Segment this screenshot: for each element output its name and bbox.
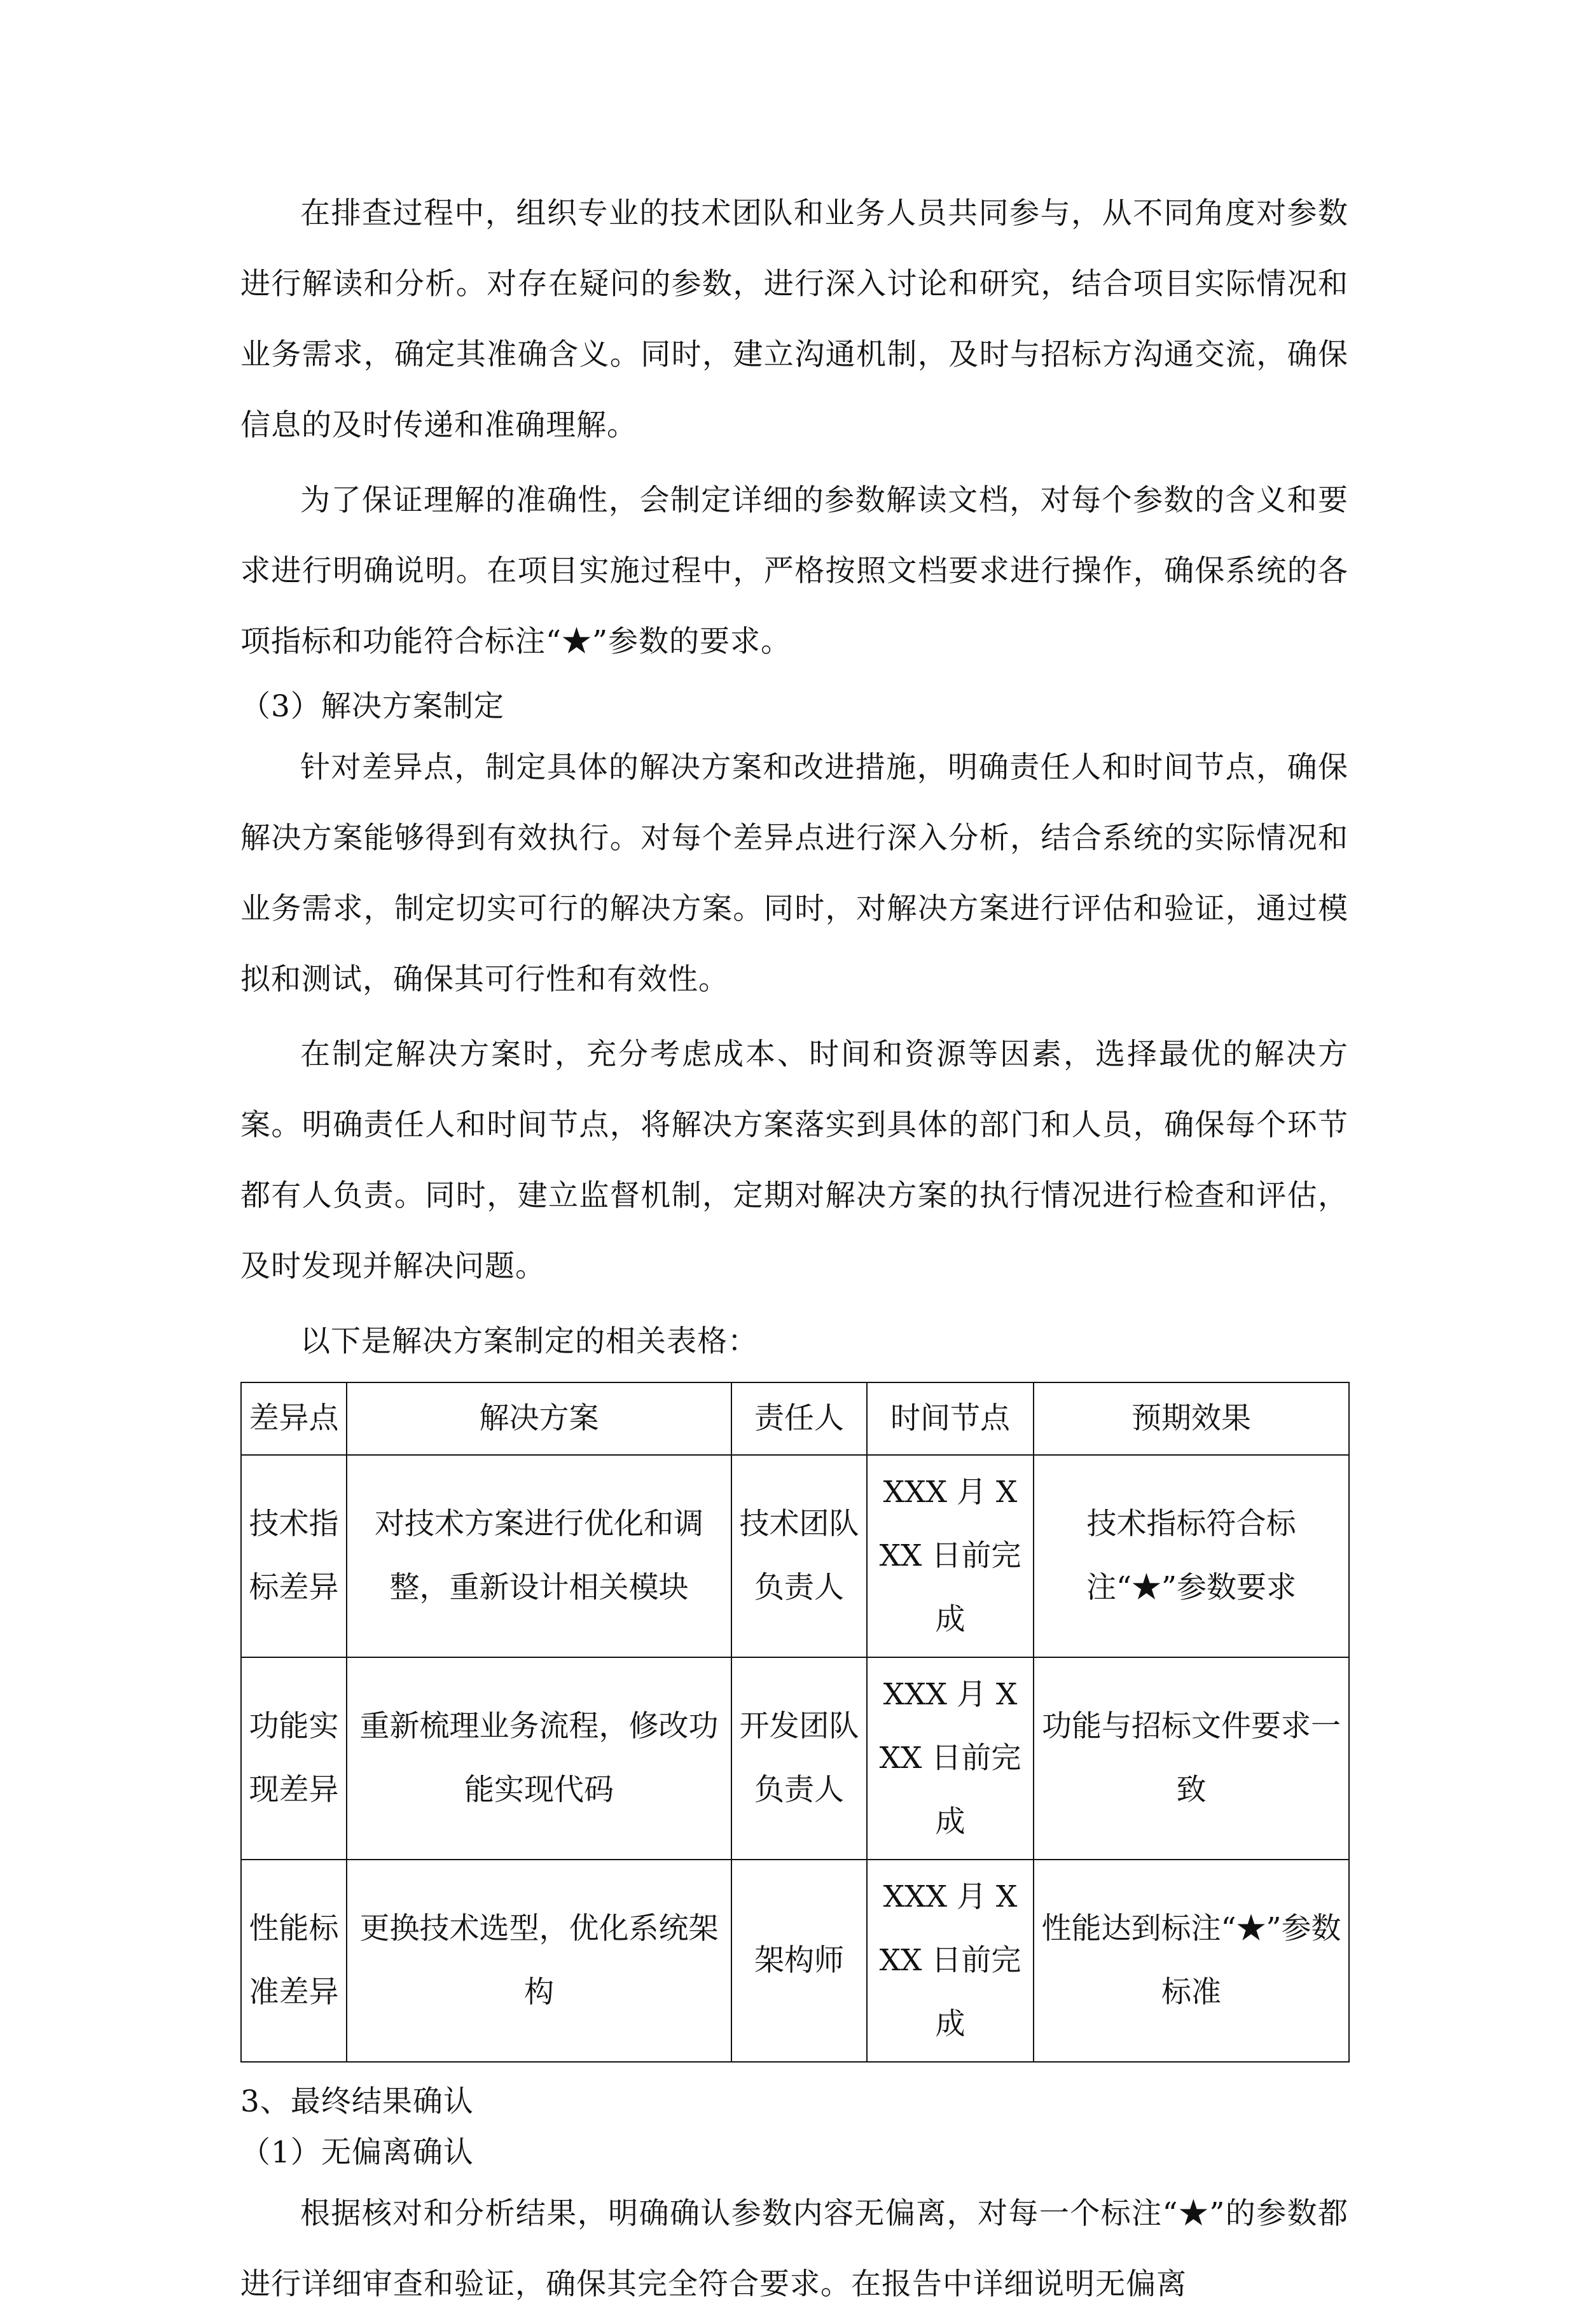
column-header: 时间节点 [867, 1382, 1034, 1455]
column-header: 解决方案 [347, 1382, 731, 1455]
column-header: 责任人 [731, 1382, 867, 1455]
table-header-row [241, 1382, 1349, 1455]
table-cell: 开发团队负责人 [731, 1657, 867, 1860]
column-header: 差异点 [241, 1382, 347, 1455]
table-cell: 功能实现差异 [241, 1657, 347, 1860]
table-cell: XXX 月 XXX 日前完成 [867, 1455, 1034, 1657]
table-cell: 架构师 [731, 1860, 867, 2062]
section-heading: 3、最终结果确认 [240, 2084, 474, 2119]
paragraph: 以下是解决方案制定的相关表格： [300, 1324, 758, 1359]
table-row [241, 1860, 1349, 2062]
paragraph: 根据核对和分析结果，明确确认参数内容无偏离，对每一个标注“★”的参数都进行详细审查和验证，确保其完全符合要求。在报告中详细说明无偏离 [240, 2196, 1348, 2302]
table-cell: 技术指标差异 [241, 1455, 347, 1657]
table-cell: 功能与招标文件要求一致 [1034, 1657, 1349, 1860]
subsection-heading: （1）无偏离确认 [240, 2135, 474, 2170]
table-cell: 对技术方案进行优化和调整，重新设计相关模块 [347, 1455, 731, 1657]
document-page [240, 178, 1348, 2324]
table-row [241, 1455, 1349, 1657]
paragraph: 针对差异点，制定具体的解决方案和改进措施，明确责任人和时间节点，确保解决方案能够得到有效执行。对每个差异点进行深入分析，结合系统的实际情况和业务需求，制定切实可行的解决方案。同时，对解决方案进行评估和验证，通过模拟和测试，确保其可行性和有效性。 [240, 750, 1348, 997]
table-cell: 技术团队负责人 [731, 1455, 867, 1657]
paragraph: 在制定解决方案时，充分考虑成本、时间和资源等因素，选择最优的解决方案。明确责任人和时间节点，将解决方案落实到具体的部门和人员，确保每个环节都有人负责。同时，建立监督机制，定期对解决方案的执行情况进行检查和评估，及时发现并解决问题。 [240, 1037, 1348, 1284]
paragraph: 为了保证理解的准确性，会制定详细的参数解读文档，对每个参数的含义和要求进行明确说明。在项目实施过程中，严格按照文档要求进行操作，确保系统的各项指标和功能符合标注“★”参数的要求。 [240, 483, 1348, 659]
paragraph: 在排查过程中，组织专业的技术团队和业务人员共同参与，从不同角度对参数进行解读和分析。对存在疑问的参数，进行深入讨论和研究，结合项目实际情况和业务需求，确定其准确含义。同时，建立沟通机制，及时与招标方沟通交流，确保信息的及时传递和准确理解。 [240, 196, 1348, 443]
table-cell: 性能达到标注“★”参数标准 [1034, 1860, 1349, 2062]
table-cell: 重新梳理业务流程，修改功能实现代码 [347, 1657, 731, 1860]
table-cell: 更换技术选型，优化系统架构 [347, 1860, 731, 2062]
table-cell: XXX 月 XXX 日前完成 [867, 1860, 1034, 2062]
column-header: 预期效果 [1034, 1382, 1349, 1455]
table-cell: 技术指标符合标注“★”参数要求 [1034, 1455, 1349, 1657]
solution-table [240, 1382, 1350, 2063]
table-row [241, 1657, 1349, 1860]
table-cell: XXX 月 XXX 日前完成 [867, 1657, 1034, 1860]
section-heading: （3）解决方案制定 [240, 689, 504, 724]
table-cell: 性能标准差异 [241, 1860, 347, 2062]
